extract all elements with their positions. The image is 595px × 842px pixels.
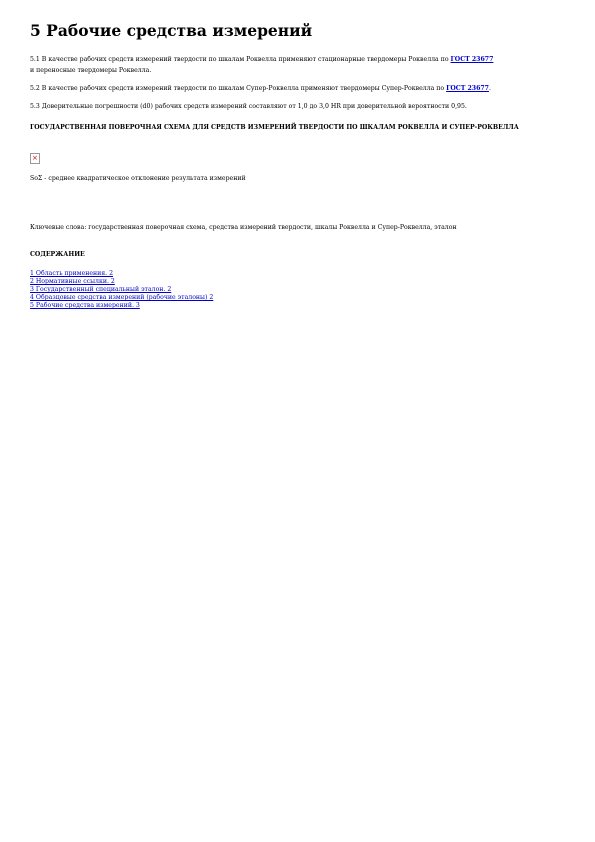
paragraph-5-1-text: 5.1 В качестве рабочих средств измерений твердости по шкалам Роквелла применяют стационарные твердомеры Роквелла по [30, 56, 451, 63]
paragraph-5-1 [30, 54, 570, 76]
toc-item [30, 270, 213, 278]
paragraph-5-2-text: 5.2 В качестве рабочих средств измерений твердости по шкалам Супер-Роквелла применяют твердомеры Супер-Роквелла по [30, 85, 447, 92]
paragraph-5-2-tail: . [488, 85, 491, 92]
toc-link-4[interactable]: 4 Образцовые средства измерений (рабочие эталоны) 2 [30, 294, 214, 301]
toc-link-1[interactable]: 1 Область применения. 2 [30, 270, 114, 277]
toc-item [30, 286, 213, 294]
table-of-contents [30, 270, 213, 310]
toc-item [30, 302, 213, 310]
gost-link-1[interactable]: ГОСТ 23677 [450, 56, 494, 63]
paragraph-5-1-tail: и переносные твердомеры Роквелла. [30, 67, 152, 74]
toc-item [30, 278, 213, 286]
paragraph-5-2 [30, 83, 570, 94]
toc-title: СОДЕРЖАНИЕ [30, 251, 85, 258]
scheme-heading: ГОСУДАРСТВЕННАЯ ПОВЕРОЧНАЯ СХЕМА ДЛЯ СРЕДСТВ ИЗМЕРЕНИЙ ТВЕРДОСТИ ПО ШКАЛАМ РОКВЕЛЛА И СУПЕР-РОКВЕЛЛА [30, 124, 519, 131]
toc-link-5[interactable]: 5 Рабочие средства измерений. 3 [30, 302, 140, 309]
paragraph-5-3: 5.3 Доверительные погрешности (d0) рабочих средств измерений составляют от 1,0 до 3,0 HR при доверительной вероятности 0,95. [30, 103, 467, 110]
footnote: SоΣ - среднее квадратическое отклонение результата измерений [30, 175, 246, 182]
broken-image-glyph: × [32, 154, 38, 162]
keywords: Ключевые слова: государственная поверочная схема, средства измерений твердости, шкалы Роквелла и Супер-Роквелла, эталон [30, 224, 457, 231]
page-title: 5 Рабочие средства измерений [30, 21, 313, 40]
toc-link-2[interactable]: 2 Нормативные ссылки. 2 [30, 278, 115, 285]
toc-link-3[interactable]: 3 Государственный специальный эталон. 2 [30, 286, 172, 293]
toc-item [30, 294, 213, 302]
gost-link-2[interactable]: ГОСТ 23677 [446, 85, 489, 92]
broken-image-icon [30, 153, 40, 164]
